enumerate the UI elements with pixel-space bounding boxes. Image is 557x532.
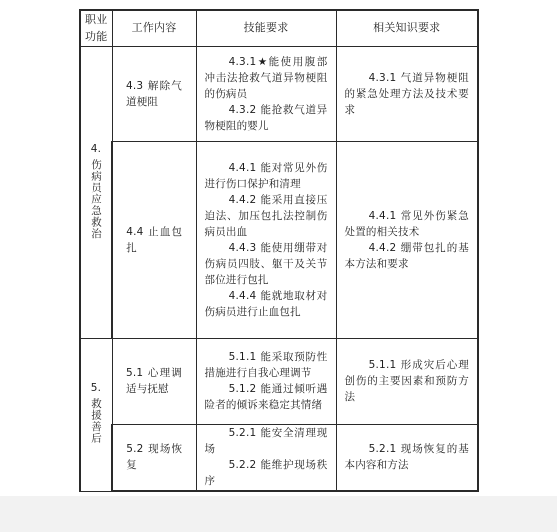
knowledge-cell — [336, 424, 478, 491]
function-name: 救援善后 — [90, 398, 102, 445]
header-function-label: 职业 功能 — [85, 13, 108, 44]
skill-item: 4.3.1★能使用腹部冲击法抢救气道异物梗阻的伤病员 — [204, 56, 328, 101]
knowledge-cell — [336, 339, 478, 425]
knowledge-item: 5.2.1 现场恢复的基本内容和方法 — [344, 443, 469, 472]
skill-item: 5.1.2 能通过倾听遇险者的倾诉来稳定其情绪 — [204, 383, 328, 412]
skill-item: 5.2.2 能维护现场秩序 — [204, 459, 328, 488]
content-cell — [112, 424, 196, 491]
table-row — [80, 46, 478, 142]
footer-bar — [0, 496, 557, 532]
header-knowledge: 相关知识要求 — [336, 10, 478, 46]
function-name: 伤病员应急救治 — [90, 158, 102, 240]
table-row — [80, 142, 478, 339]
skills-cell — [196, 424, 336, 491]
content-text: 4.4 止血包扎 — [126, 226, 183, 255]
knowledge-item: 5.1.1 形成灾后心理创伤的主要因素和预防方法 — [344, 359, 469, 404]
content-text: 5.2 现场恢复 — [126, 443, 183, 472]
function-number: 4. — [90, 142, 102, 155]
skills-cell — [196, 142, 336, 339]
function-cell-5 — [80, 339, 112, 491]
header-function — [80, 10, 112, 46]
knowledge-item: 4.3.1 气道异物梗阻的紧急处理方法及技术要求 — [344, 72, 469, 117]
skill-item: 4.4.3 能使用绷带对伤病员四肢、躯干及关节部位进行包扎 — [204, 242, 328, 287]
knowledge-cell — [336, 142, 478, 339]
header-content: 工作内容 — [112, 10, 196, 46]
knowledge-item: 4.4.1 常见外伤紧急处置的相关技术 — [344, 210, 469, 239]
skill-item: 4.4.4 能就地取材对伤病员进行止血包扎 — [204, 290, 328, 319]
skill-standard-table — [79, 9, 479, 492]
content-cell — [112, 339, 196, 425]
skill-item: 5.2.1 能安全清理现场 — [204, 427, 328, 456]
content-cell — [112, 142, 196, 339]
header-skills: 技能要求 — [196, 10, 336, 46]
table-row — [80, 339, 478, 425]
function-cell-4 — [80, 46, 112, 338]
skill-item: 4.3.2 能抢救气道异物梗阻的婴儿 — [204, 104, 328, 133]
skill-item: 4.4.1 能对常见外伤进行伤口保护和清理 — [204, 162, 328, 191]
content-cell — [112, 46, 196, 142]
knowledge-item: 4.4.2 绷带包扎的基本方法和要求 — [344, 242, 469, 271]
content-text: 4.3 解除气道梗阻 — [126, 80, 182, 109]
skills-cell — [196, 339, 336, 425]
content-text: 5.1 心理调适与抚慰 — [126, 367, 182, 396]
table-row — [80, 424, 478, 491]
skill-item: 5.1.1 能采取预防性措施进行自我心理调节 — [204, 351, 328, 380]
header-row — [80, 10, 478, 46]
skills-cell — [196, 46, 336, 142]
skill-item: 4.4.2 能采用直接压迫法、加压包扎法控制伤病员出血 — [204, 194, 328, 239]
function-number: 5. — [90, 382, 102, 395]
knowledge-cell — [336, 46, 478, 142]
